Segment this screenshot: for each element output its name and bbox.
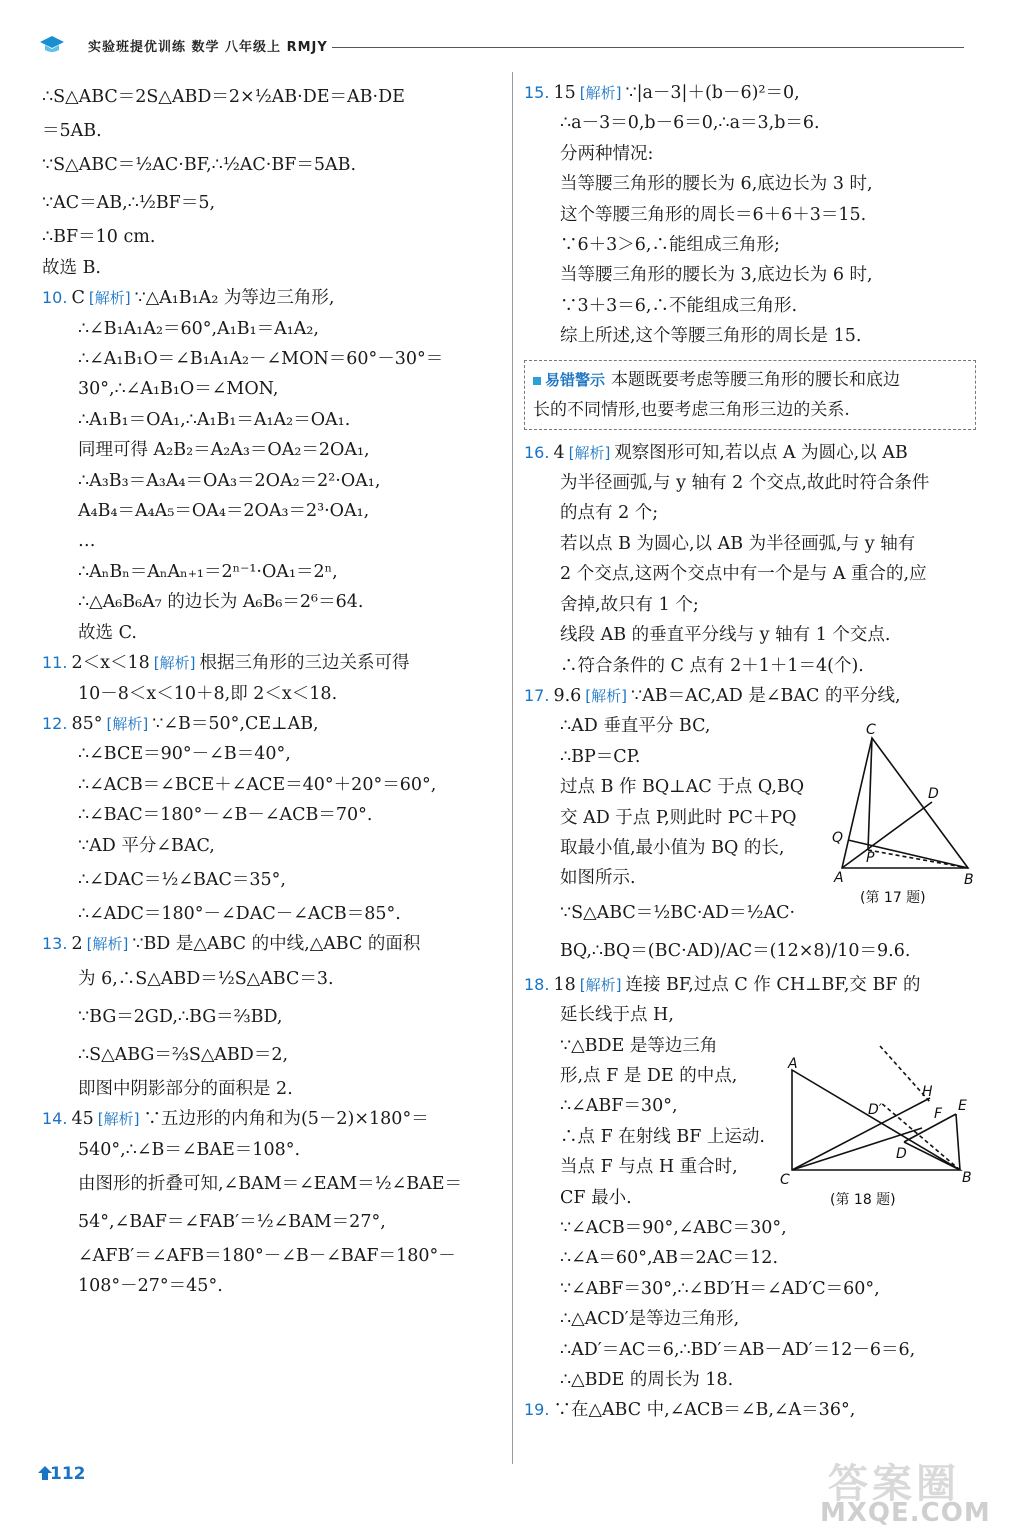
problem-line [524,1395,976,1425]
line-text: ∵∠B＝50°,CE⊥AB, [152,713,319,734]
line-text: 综上所述,这个等腰三角形的周长是 15. [560,326,862,347]
solution-line [524,200,976,230]
line-text: ∴∠A₁B₁O＝∠B₁A₁A₂－∠MON＝60°－30°＝ [78,349,444,370]
line-text: 为 6,∴S△ABD＝½S△ABC＝3. [78,968,334,989]
problem-line [42,709,504,739]
fig18-label-h: H [922,1084,933,1100]
line-text: 540°,∴∠B＝∠BAE＝108°. [78,1139,301,1160]
analysis-tag: [解析] [106,714,149,733]
answer-value: 4 [553,442,565,463]
line-text: ∵6＋3＞6,∴能组成三角形; [560,235,780,256]
watermark-url: MXQE.COM [820,1498,991,1528]
line-text: 2 个交点,这两个交点中有一个是与 A 重合的,应 [560,564,927,585]
line-text: ∴AₙBₙ＝AₙAₙ₊₁＝2ⁿ⁻¹·OA₁＝2ⁿ, [78,561,338,582]
line-text: ∵AD 平分∠BAC, [78,835,215,856]
fig17-label-b: B [964,872,974,888]
solution-line [524,932,976,970]
solution-line [524,498,976,528]
solution-line [42,405,504,435]
segment-bf-dashed [880,1102,960,1170]
page-header [40,34,980,58]
line-text: 过点 B 作 BQ⊥AC 于点 Q,BQ [560,777,805,798]
line-text: ∴AD′＝AC＝6,∴BD′＝AB－AD′＝12－6＝6, [560,1339,916,1360]
line-text: ∴∠BAC＝180°－∠B－∠ACB＝70°. [78,805,373,826]
fig17-caption: (第 17 题) [860,890,926,906]
problem-number: 17. [524,685,550,705]
page-number [38,1462,86,1488]
solution-line [524,590,976,620]
line-text: 同理可得 A₂B₂＝A₂A₃＝OA₂＝2OA₁, [78,440,370,461]
fig18-label-d: D [896,1146,907,1162]
solution-line [42,496,504,526]
solution-line [42,1203,504,1241]
line-text: ∠AFB′＝∠AFB＝180°－∠B－∠BAF＝180°－ [78,1245,456,1266]
answer-value: 45 [71,1109,94,1130]
answer-value: 18 [553,974,576,995]
problem-line [42,283,504,313]
line-text: 故选 B. [42,257,101,278]
problem-line [524,438,976,468]
line-text: ∴点 F 在射线 BF 上运动. [560,1126,765,1147]
line-text: ∴△ACD′是等边三角形, [560,1309,740,1330]
line-text: 如图所示. [560,868,636,889]
solution-line [524,529,976,559]
fig18-label-f: F [934,1106,943,1122]
solution-line [524,620,976,650]
line-text: ∴a－3＝0,b－6＝0,∴a＝3,b＝6. [560,113,820,134]
line-text: ∵S△ABC＝½BC·AD＝½AC· [560,902,796,923]
line-text: ＝5AB. [42,121,102,141]
triangle-abc [842,738,968,868]
analysis-tag: [解析] [153,654,196,673]
line-text: 即图中阴影部分的面积是 2. [78,1078,293,1099]
line-text: 若以点 B 为圆心,以 AB 为半径画弧,与 y 轴有 [560,533,916,554]
solution-line [524,291,976,321]
line-text: ∵3＋3＝6,∴不能组成三角形. [560,295,798,316]
solution-line [42,466,504,496]
error-warning-box [524,360,976,430]
solution-line [524,468,976,498]
solution-line [42,770,504,800]
line-text: 当等腰三角形的腰长为 3,底边长为 6 时, [560,265,873,286]
solution-line [524,651,976,681]
line-text: ∴S△ABG＝⅔S△ABD＝2, [78,1044,289,1065]
line-text: 10－8＜x＜10＋8,即 2＜x＜18. [78,683,338,704]
right-column-top [524,78,976,352]
solution-line [524,1000,976,1030]
page-number-text: 112 [50,1464,86,1484]
line-text: ∴BP＝CP. [560,746,641,767]
fig17-label-c: C [866,722,876,738]
line-text: ∵∠ACB＝90°,∠ABC＝30°, [560,1218,787,1238]
solution-line [524,1213,976,1243]
solution-line [524,230,976,260]
line-text: 取最小值,最小值为 BQ 的长, [560,837,785,858]
solution-line [42,861,504,899]
line-text: 由图形的折叠可知,∠BAM＝∠EAM＝½∠BAE＝ [78,1173,463,1194]
answer-value: 2 [71,934,83,955]
problem-line [42,1104,504,1134]
fig17-label-p: P [866,850,875,866]
problem-line [524,681,976,711]
header-title: 实验班提优训练 数学 八年级上 RMJY [88,40,328,55]
solution-line [42,344,504,374]
line-text: … [78,531,96,552]
problem-number: 12. [42,713,68,733]
line-text: ∵在△ABC 中,∠ACB＝∠B,∠A＝36°, [553,1400,856,1421]
solution-line [524,559,976,589]
tip-label: 易错警示 [545,370,606,389]
problem-line [42,648,504,678]
answer-value: 85° [71,713,103,734]
line-text: 线段 AB 的垂直平分线与 y 轴有 1 个交点. [560,625,891,646]
problem-number: 19. [524,1400,550,1420]
solution-line [524,108,976,138]
analysis-tag: [解析] [568,443,611,462]
line-text: 当点 F 与点 H 重合时, [560,1157,738,1178]
line-text: ∵S△ABC＝½AC·BF,∴½AC·BF＝5AB. [42,155,357,176]
problem-number: 14. [42,1109,68,1129]
problem-number: 13. [42,934,68,954]
line-text: ∴∠BCE＝90°－∠B＝40°, [78,744,291,765]
analysis-tag: [解析] [97,1110,140,1129]
solution-line [42,998,504,1036]
line-text: ∵AB＝AC,AD 是∠BAC 的平分线, [631,685,901,706]
line-text: ∴∠B₁A₁A₂＝60°,A₁B₁＝A₁A₂, [78,318,319,339]
solution-line [524,321,976,351]
line-text: ∵△BDE 是等边三角 [560,1035,718,1056]
line-text: ∵△A₁B₁A₂ 为等边三角形, [134,288,335,309]
solution-line [42,899,504,929]
fig18-label-a: A [788,1056,798,1072]
solution-line [42,374,504,404]
line-text: 当等腰三角形的腰长为 6,底边长为 3 时, [560,174,873,195]
analysis-tag: [解析] [86,935,129,954]
line-text: ∵BD 是△ABC 的中线,△ABC 的面积 [132,934,421,955]
analysis-tag: [解析] [585,686,628,705]
line-text: ∴A₃B₃＝A₃A₄＝OA₃＝2OA₂＝2²·OA₁, [78,470,381,491]
line-text: ∴∠ADC＝180°－∠DAC－∠ACB＝85°. [78,903,401,924]
solution-line [42,184,504,222]
solution-line [524,260,976,290]
line-text: 故选 C. [78,622,137,643]
tip-line-2: 长的不同情形,也要考虑三角形三边的关系. [533,399,850,420]
left-column [42,78,504,1302]
solution-line [42,1241,504,1271]
answer-value: 9.6 [553,685,582,706]
problem-line [42,929,504,959]
solution-line [42,222,504,252]
figure-17 [830,722,980,912]
line-text: 延长线于点 H, [560,1005,674,1026]
line-text: ∵|a－3|＋(b－6)²＝0, [625,83,800,103]
line-text: 形,点 F 是 DE 的中点, [560,1065,738,1086]
graduation-cap-icon [40,34,64,56]
segment-be [956,1114,960,1170]
line-text: 交 AD 于点 P,则此时 PC＋PQ [560,807,797,828]
solution-line [42,116,504,146]
solution-line [524,1243,976,1273]
fig17-label-a: A [834,870,844,886]
solution-line [42,526,504,556]
line-text: 54°,∠BAF＝∠FAB′＝½∠BAM＝27°, [78,1211,386,1232]
solution-line [524,1274,976,1304]
line-text: ∴AD 垂直平分 BC, [560,716,711,737]
watermark-logo-text: 答案圈 [828,1461,960,1507]
answer-value: 15 [553,83,576,103]
solution-line [42,739,504,769]
line-text: 为半径画弧,与 y 轴有 2 个交点,故此时符合条件 [560,473,930,494]
fig18-label-d-prime: D′ [868,1102,882,1118]
solution-line [42,435,504,465]
solution-line [42,1074,504,1104]
problem-number: 18. [524,974,550,994]
fig17-label-q: Q [832,830,844,846]
tip-line-1: 本题既要考虑等腰三角形的腰长和底边 [611,369,901,390]
problem-number: 11. [42,653,68,673]
analysis-tag: [解析] [579,84,622,102]
line-text: BQ,∴BQ＝(BC·AD)/AC＝(12×8)/10＝9.6. [560,940,911,961]
line-text: A₄B₄＝A₄A₅＝OA₄＝2OA₃＝2³·OA₁, [78,501,370,522]
fig18-caption: (第 18 题) [830,1192,896,1208]
solution-line [42,314,504,344]
line-text: 观察图形可知,若以点 A 为圆心,以 AB [614,442,908,463]
analysis-tag: [解析] [88,289,131,308]
line-text: ∴∠ABF＝30°, [560,1096,678,1117]
problem-number: 15. [524,83,550,102]
solution-line [524,139,976,169]
segment-ch [792,1098,930,1170]
solution-line [42,960,504,998]
line-text: 这个等腰三角形的周长＝6＋6＋3＝15. [560,204,867,225]
problem-line [524,970,976,1000]
line-text: ∵∠ABF＝30°,∴∠BD′H＝∠AD′C＝60°, [560,1278,880,1299]
fig18-label-c: C [780,1172,790,1188]
line-text: ∴BF＝10 cm. [42,227,156,248]
line-text: 连接 BF,过点 C 作 CH⊥BF,交 BF 的 [625,974,921,995]
line-text: 分两种情况: [560,143,654,164]
solution-line [42,1036,504,1074]
solution-line [524,1335,976,1365]
segment-pb-dashed [868,850,968,868]
line-text: ∴符合条件的 C 点有 2＋1＋1＝4(个). [560,655,864,676]
solution-line [42,679,504,709]
solution-line [42,618,504,648]
line-text: 舍掉,故只有 1 个; [560,594,699,615]
solution-line [42,800,504,830]
solution-line [42,831,504,861]
problem-number: 10. [42,288,68,308]
column-divider [512,72,513,1464]
line-text: 根据三角形的三边关系可得 [199,653,410,674]
solution-line [524,1304,976,1334]
figure-18 [780,1042,980,1212]
answer-value: C [71,288,85,309]
header-rule [332,47,964,48]
solution-line [42,78,504,116]
fig18-label-e: E [958,1098,967,1114]
line-text: ∴A₁B₁＝OA₁,∴A₁B₁＝A₁A₂＝OA₁. [78,409,351,430]
solution-line [42,587,504,617]
problem-number: 16. [524,442,550,462]
right-column-bottom [524,438,976,1426]
line-text: ∴△A₆B₆A₇ 的边长为 A₆B₆＝2⁶＝64. [78,592,364,613]
fig18-label-b: B [962,1170,972,1186]
line-text: ∴∠A＝60°,AB＝2AC＝12. [560,1248,779,1269]
warning-bullet-icon [533,377,541,385]
line-text: ∴∠ACB＝∠BCE＋∠ACE＝40°＋20°＝60°, [78,774,437,795]
solution-line [42,1271,504,1301]
line-text: CF 最小. [560,1187,632,1208]
line-text: ∵AC＝AB,∴½BF＝5, [42,193,216,214]
line-text: 30°,∴∠A₁B₁O＝∠MON, [78,379,279,400]
watermark [820,1452,1010,1532]
line-text: ∵BG＝2GD,∴BG＝⅔BD, [78,1006,283,1027]
line-text: 108°－27°＝45°. [78,1276,223,1297]
answer-value: 2＜x＜18 [71,653,150,674]
line-text: ∴∠DAC＝½∠BAC＝35°, [78,869,286,890]
analysis-tag: [解析] [579,975,622,994]
solution-line [524,169,976,199]
line-text: ∴△BDE 的周长为 18. [560,1370,734,1391]
solution-line [42,1165,504,1203]
solution-line [42,253,504,283]
line-text: ∴S△ABC＝2S△ABD＝2×½AB·DE＝AB·DE [42,87,405,107]
solution-line [42,1135,504,1165]
fig17-label-d: D [928,786,939,802]
problem-line [524,78,976,108]
solution-line [524,1365,976,1395]
solution-line [42,557,504,587]
line-text: ∵五边形的内角和为(5－2)×180°＝ [143,1109,429,1130]
line-text: 的点有 2 个; [560,503,659,524]
solution-line [42,146,504,184]
